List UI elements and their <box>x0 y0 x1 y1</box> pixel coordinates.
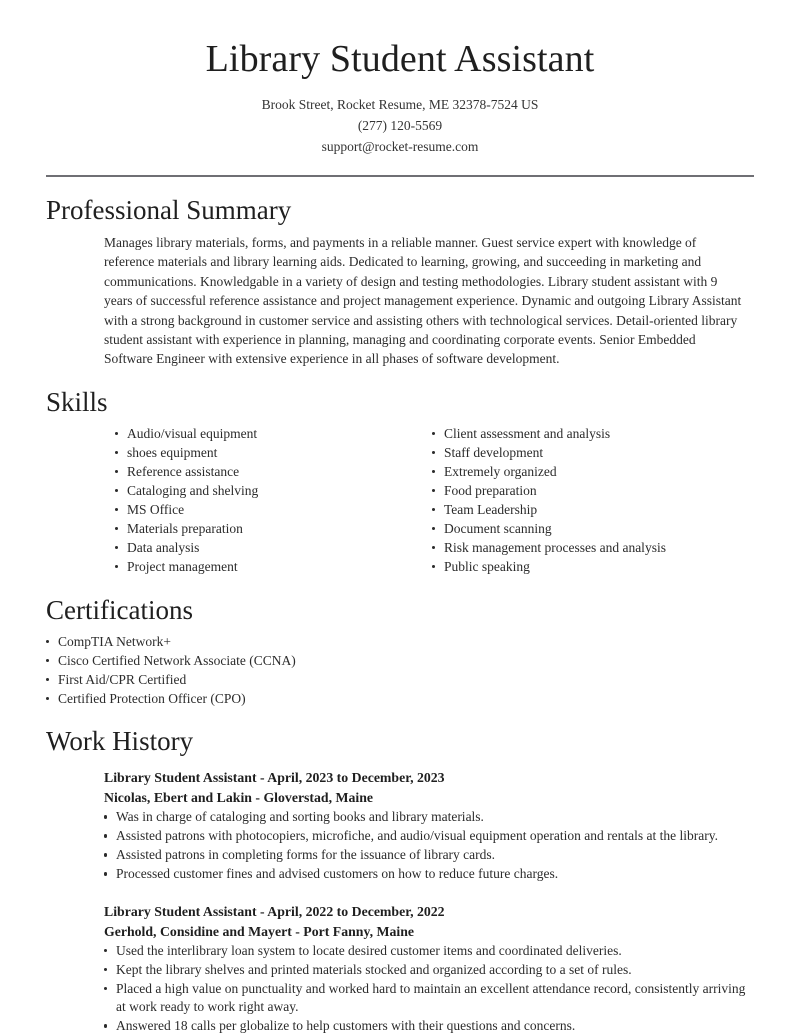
list-item: Reference assistance <box>115 463 432 482</box>
section-heading-work-history: Work History <box>46 726 194 757</box>
list-item: MS Office <box>115 501 432 520</box>
list-item: Kept the library shelves and printed materials stocked and organized according to a set of rules. <box>104 961 754 980</box>
list-item: Assisted patrons in completing forms for the issuance of library cards. <box>104 846 754 865</box>
list-item: Assisted patrons with photocopiers, microfiche, and audio/visual equipment operation and rentals at the library. <box>104 827 754 846</box>
list-item: Data analysis <box>115 539 432 558</box>
list-item: Audio/visual equipment <box>115 425 432 444</box>
contact-phone: (277) 120-5569 <box>357 118 443 133</box>
list-item: shoes equipment <box>115 444 432 463</box>
list-item: Processed customer fines and advised customers on how to reduce future charges. <box>104 865 754 884</box>
section-heading-certifications: Certifications <box>46 594 193 625</box>
list-item: Client assessment and analysis <box>432 425 749 444</box>
contact-address: Brook Street, Rocket Resume, ME 32378-7524 US <box>261 97 539 112</box>
job-title: Library Student Assistant - April, 2022 to December, 2022 <box>104 903 445 919</box>
job-responsibilities <box>104 942 754 1035</box>
summary-text: Manages library materials, forms, and payments in a reliable manner. Guest service expert with knowledge of reference materials and library learning aids. Dedicated to learning, growing, and succeeding in marketing and communications. Knowledgable in a variety of design and testing methodologies. Library student assistant with 9 years of successful reference assistance and project management experience. Dynamic and outgoing Library Assistant with a strong background in customer service and assisting others with technological services. Detail-oriented library student assistant with experience in planning, managing and coordinating corporate events. Senior Embedded Software Engineer with extensive experience in all phases of software development. <box>104 235 742 367</box>
section-heading-skills: Skills <box>46 386 108 417</box>
resume-content <box>0 193 800 1035</box>
skills-left-column <box>115 425 432 577</box>
section-skills <box>46 385 754 577</box>
section-certifications <box>46 593 754 709</box>
list-item: Staff development <box>432 444 749 463</box>
page-title: Library Student Assistant <box>205 38 595 80</box>
list-item: Materials preparation <box>115 520 432 539</box>
job-title: Library Student Assistant - April, 2023 to December, 2023 <box>104 770 445 786</box>
list-item: Used the interlibrary loan system to locate desired customer items and coordinated deliveries. <box>104 942 754 961</box>
work-history-entry <box>104 768 754 884</box>
list-item: Cataloging and shelving <box>115 482 432 501</box>
header-divider <box>46 175 754 177</box>
section-work-history <box>46 724 754 1035</box>
job-responsibilities <box>104 808 754 884</box>
list-item: Certified Protection Officer (CPO) <box>46 690 754 709</box>
list-item: Answered 18 calls per globalize to help customers with their questions and concerns. <box>104 1017 754 1035</box>
certifications-list <box>46 633 754 709</box>
resume-header <box>0 0 800 157</box>
skills-columns <box>115 425 754 577</box>
skills-right-column <box>432 425 749 577</box>
list-item: Document scanning <box>432 520 749 539</box>
list-item: CompTIA Network+ <box>46 633 754 652</box>
job-company: Nicolas, Ebert and Lakin - Gloverstad, Maine <box>104 790 374 806</box>
list-item: Public speaking <box>432 558 749 577</box>
list-item: Was in charge of cataloging and sorting books and library materials. <box>104 808 754 827</box>
list-item: Extremely organized <box>432 463 749 482</box>
job-company: Gerhold, Considine and Mayert - Port Fanny, Maine <box>104 923 415 939</box>
work-history-entry <box>104 902 754 1035</box>
list-item: Risk management processes and analysis <box>432 539 749 558</box>
list-item: First Aid/CPR Certified <box>46 671 754 690</box>
list-item: Project management <box>115 558 432 577</box>
section-professional-summary <box>46 193 754 369</box>
list-item: Team Leadership <box>432 501 749 520</box>
list-item: Placed a high value on punctuality and worked hard to maintain an excellent attendance record, consistently arriving at work ready to work right away. <box>104 980 754 1017</box>
list-item: Food preparation <box>432 482 749 501</box>
section-heading-summary: Professional Summary <box>46 195 292 225</box>
list-item: Cisco Certified Network Associate (CCNA) <box>46 652 754 671</box>
contact-email: support@rocket-resume.com <box>321 139 479 154</box>
